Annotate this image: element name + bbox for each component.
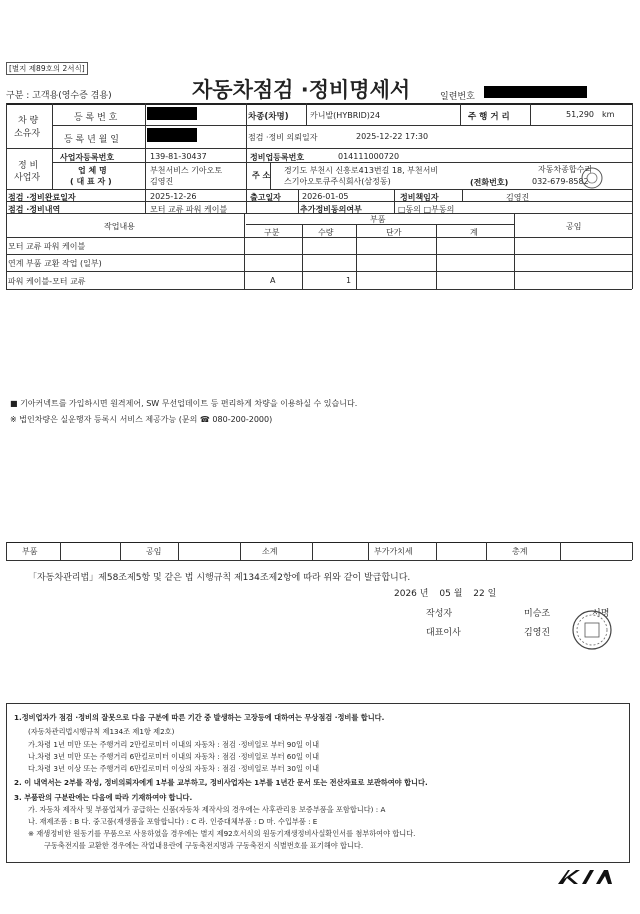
footnote-1a: 가.차령 1년 미만 또는 주행거리 2만킬로미터 이내의 자동차 : 점검 ·정비일로 부터 90일 이내 xyxy=(28,740,320,749)
shopno-label: 정비업등록번호 xyxy=(250,153,305,162)
address-value-1: 경기도 부천시 신흥로413번길 18, 부천서비 xyxy=(284,166,439,175)
footnote-note: ※ 재생정비한 원동기를 무품으로 사용하였을 경우에는 별지 제92호서식의 원동기재생정비사실확인서를 첨부하여야 합니다. xyxy=(28,829,416,838)
shop-name-value-1: 부천서비스 기아오토 xyxy=(150,166,223,175)
issue-day-unit: 일 xyxy=(487,589,497,599)
done-date-label: 점검 ·정비완료일자 xyxy=(8,193,76,202)
legal-statement: 「자동차관리법」제58조제5항 및 같은 법 시행규칙 제134조제2항에 따라 위와 같이 발급합니다. xyxy=(28,573,411,583)
issue-year-unit: 년 xyxy=(419,589,429,599)
col-sum: 계 xyxy=(470,228,478,237)
form-number: [별지 제89호의 2서식] xyxy=(6,62,88,75)
kia-logo xyxy=(556,866,614,888)
footnote-note-2: 구동축전지를 교환한 경우에는 작업내용란에 구동축전지명과 구동축전지 식별번호를 표기해야 합니다. xyxy=(44,841,364,850)
notice-corporate: ※ 법인차량은 실운행자 등록시 서비스 제공가능 (문의 ☎ 080-200-2000) xyxy=(10,415,273,424)
done-date-value: 2025-12-26 xyxy=(150,192,197,201)
vat-label: 부가가치세 xyxy=(374,547,413,556)
work-row-3: 파워 케이블-모터 교류 xyxy=(8,277,86,286)
classification: 구분 : 고객용(영수증 겸용) xyxy=(6,91,112,101)
shopno-value: 014111000720 xyxy=(338,152,400,161)
col-labor: 공임 xyxy=(566,222,582,231)
work-row-3-qty: 1 xyxy=(346,276,352,285)
mileage-value: 51,290 xyxy=(566,110,594,119)
issue-month: 05 xyxy=(439,589,451,599)
footnote-2: 2. 이 내역서는 2부를 작성, 정비의뢰자에게 1부를 교부하고, 정비사업자는 1부를 1년간 문서 또는 전산자료로 보관하여야 합니다. xyxy=(14,778,428,787)
phone-label: (전화번호) xyxy=(470,178,509,187)
notice-connect: ■ 기아커넥트를 가입하시면 원격제어, SW 무선업데이트 등 편리하게 차량을 이용하실 수 있습니다. xyxy=(10,399,358,408)
release-date-value: 2026-01-05 xyxy=(302,192,349,201)
issue-year: 2026 xyxy=(394,589,417,599)
phone-value: 032-679-8582 xyxy=(532,177,589,186)
col-work: 작업내용 xyxy=(104,222,135,231)
shop-name-label-1: 업 체 명 xyxy=(78,166,107,175)
total-parts-label: 부품 xyxy=(22,547,38,556)
footnote-3: 3. 부품란의 구분란에는 다음에 따라 기재하여야 합니다. xyxy=(14,793,193,802)
reg-no-label: 등 록 번 호 xyxy=(74,113,118,123)
owner-label-2: 소유자 xyxy=(14,129,41,139)
grand-total-label: 총계 xyxy=(512,547,528,556)
table-top-border xyxy=(6,103,632,105)
col-kind: 구분 xyxy=(264,228,280,237)
mileage-unit: km xyxy=(602,110,615,119)
company-seal-small xyxy=(580,166,604,190)
inspect-date-value: 2025-12-22 17:30 xyxy=(356,132,429,141)
col-parts: 부품 xyxy=(370,215,386,224)
release-date-label: 출고일자 xyxy=(250,193,281,202)
seal-caption: 서명 xyxy=(592,609,610,619)
issue-date xyxy=(394,586,496,599)
writer-value: 미승조 xyxy=(524,609,551,619)
bizno-label: 사업자등록번호 xyxy=(60,153,115,162)
subtotal-label: 소계 xyxy=(262,547,278,556)
model-value: 카니발(HYBRID)24 xyxy=(310,111,381,120)
footnote-1c: 다.차령 3년 이상 또는 주행거리 6만킬로미터 이상의 자동차 : 점검 ·정비일로 부터 30일 이내 xyxy=(28,764,320,773)
serial-label: 일련번호 xyxy=(440,92,475,102)
shop-label-2: 사업자 xyxy=(14,173,41,183)
manager-label: 정비책임자 xyxy=(400,193,439,202)
extra-consent-label: 추가정비동의여부 xyxy=(300,205,362,214)
document-title: 자동차점검 ·정비명세서 xyxy=(192,78,411,102)
ceo-value: 김영진 xyxy=(524,628,551,638)
col-qty: 수량 xyxy=(318,228,334,237)
mileage-label: 주 행 거 리 xyxy=(468,112,510,122)
inspect-date-label: 점검 ·정비 의뢰일자 xyxy=(248,133,318,142)
address-label: 주 소 xyxy=(252,171,271,180)
bizno-value: 139-81-30437 xyxy=(150,152,207,161)
model-label: 차종(차명) xyxy=(248,112,289,122)
reg-date-label: 등 록 년 월 일 xyxy=(64,135,119,145)
address-value-2: 스기아오토큐주식회사(삼정동) xyxy=(284,177,391,186)
manager-value: 김영진 xyxy=(506,193,530,202)
ceo-label: 대표이사 xyxy=(426,628,461,638)
footnote-3a: 가. 자동차 제작사 및 부품업체가 공급하는 신품(자동차 제작사의 경우에는 사후관리용 보증부품을 포함합니다) : A xyxy=(28,805,386,814)
shop-label-1: 정 비 xyxy=(18,161,39,171)
col-unit-price: 단가 xyxy=(386,228,402,237)
company-seal xyxy=(570,608,614,652)
footnote-1: 1.정비업자가 점검 ·정비의 잘못으로 다음 구분에 따른 기간 중 발생하는 고장등에 대하여는 무상점검 ·정비를 합니다. xyxy=(14,713,385,722)
footnote-1-ref: (자동차관리법시행규칙 제134조 제1항 제2호) xyxy=(28,727,175,736)
work-row-2: 연계 부품 교환 작업 (일부) xyxy=(8,259,102,268)
shop-name-value-2: 김영진 xyxy=(150,177,174,186)
footnote-1b: 나.차령 3년 미만 또는 주행거리 6만킬로미터 이내의 자동차 : 점검 ·정비일로 부터 60일 이내 xyxy=(28,752,320,761)
shop-type: 자동차종합수리 xyxy=(538,165,593,174)
redacted-reg-date xyxy=(147,128,197,142)
total-labor-label: 공임 xyxy=(146,547,162,556)
detail-label: 점검 ·정비내역 xyxy=(8,205,61,214)
detail-value: 모터 교류 파워 케이블 xyxy=(150,205,228,214)
owner-label-1: 차 량 xyxy=(18,116,39,126)
footnote-3b: 나. 재제조품 : B 다. 중고품(재생품을 포함합니다) : C 라. 인증대체부품 : D 마. 수입부품 : E xyxy=(28,817,318,826)
shop-name-label-2: ( 대 표 자 ) xyxy=(70,177,112,186)
redacted-serial xyxy=(484,86,587,98)
redacted-reg-no xyxy=(147,107,197,120)
issue-month-unit: 월 xyxy=(453,589,463,599)
issue-day: 22 xyxy=(473,589,485,599)
work-row-1: 모터 교류 파워 케이블 xyxy=(8,242,86,251)
consent-checkboxes[interactable]: □동의 □부동의 xyxy=(398,205,455,214)
work-row-3-kind: A xyxy=(270,276,276,285)
writer-label: 작성자 xyxy=(426,609,453,619)
